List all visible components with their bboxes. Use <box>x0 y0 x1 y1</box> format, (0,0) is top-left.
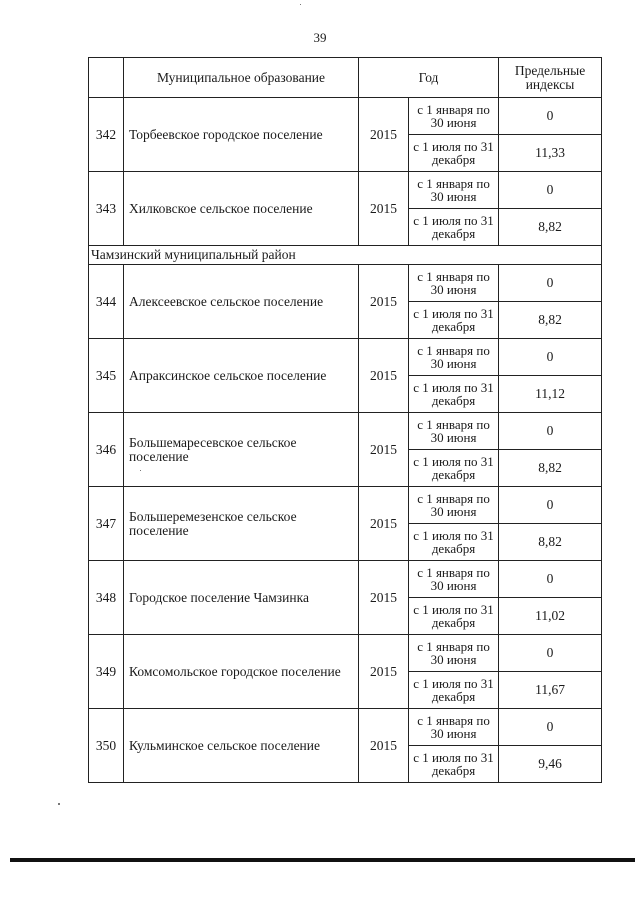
period-cell: с 1 января по 30 июня <box>409 635 499 672</box>
period-cell: с 1 января по 30 июня <box>409 487 499 524</box>
indices-table <box>88 57 602 783</box>
index-value: 11,02 <box>499 598 602 635</box>
section-row <box>89 246 602 265</box>
period-cell: с 1 января по 30 июня <box>409 339 499 376</box>
index-value: 0 <box>499 98 602 135</box>
period-cell: с 1 июля по 31 декабря <box>409 450 499 487</box>
index-value: 11,33 <box>499 135 602 172</box>
index-value: 8,82 <box>499 302 602 339</box>
period-cell: с 1 июля по 31 декабря <box>409 209 499 246</box>
header-year: Год <box>359 58 499 98</box>
scan-speck <box>140 470 141 471</box>
scan-speck <box>58 803 60 805</box>
municipality-name: Городское поселение Чамзинка <box>124 561 359 635</box>
municipality-name: Комсомольское городское поселение <box>124 635 359 709</box>
year-cell: 2015 <box>359 172 409 246</box>
table-row <box>89 98 602 135</box>
year-cell: 2015 <box>359 487 409 561</box>
row-number: 345 <box>89 339 124 413</box>
row-number: 347 <box>89 487 124 561</box>
municipality-name: Апраксинское сельское поселение <box>124 339 359 413</box>
period-cell: с 1 июля по 31 декабря <box>409 598 499 635</box>
index-value: 0 <box>499 487 602 524</box>
index-value: 0 <box>499 413 602 450</box>
index-value: 0 <box>499 265 602 302</box>
bottom-rule <box>10 858 635 862</box>
table-section <box>89 246 602 265</box>
year-cell: 2015 <box>359 709 409 783</box>
row-number: 346 <box>89 413 124 487</box>
table-row <box>89 709 602 746</box>
index-value: 11,67 <box>499 672 602 709</box>
row-number: 350 <box>89 709 124 783</box>
year-cell: 2015 <box>359 339 409 413</box>
page-number: 39 <box>313 30 327 45</box>
period-cell: с 1 января по 30 июня <box>409 265 499 302</box>
table-row <box>89 635 602 672</box>
index-value: 0 <box>499 635 602 672</box>
header-number <box>89 58 124 98</box>
period-cell: с 1 июля по 31 декабря <box>409 376 499 413</box>
municipality-name: Большемаресевское сельское поселение <box>124 413 359 487</box>
index-value: 0 <box>499 339 602 376</box>
year-cell: 2015 <box>359 265 409 339</box>
period-cell: с 1 июля по 31 декабря <box>409 135 499 172</box>
period-cell: с 1 января по 30 июня <box>409 561 499 598</box>
table-header-row <box>89 58 602 98</box>
index-value: 0 <box>499 561 602 598</box>
period-cell: с 1 июля по 31 декабря <box>409 524 499 561</box>
index-value: 9,46 <box>499 746 602 783</box>
period-cell: с 1 июля по 31 декабря <box>409 302 499 339</box>
municipality-name: Торбеевское городское поселение <box>124 98 359 172</box>
row-number: 342 <box>89 98 124 172</box>
scan-speck <box>300 4 301 5</box>
period-cell: с 1 июля по 31 декабря <box>409 746 499 783</box>
year-cell: 2015 <box>359 413 409 487</box>
municipality-name: Алексеевское сельское поселение <box>124 265 359 339</box>
period-cell: с 1 января по 30 июня <box>409 172 499 209</box>
row-number: 344 <box>89 265 124 339</box>
municipality-name: Кульминское сельское поселение <box>124 709 359 783</box>
period-cell: с 1 января по 30 июня <box>409 98 499 135</box>
index-value: 11,12 <box>499 376 602 413</box>
table-row <box>89 265 602 302</box>
header-index: Предельные индексы <box>499 58 602 98</box>
municipality-name: Большеремезенское сельское поселение <box>124 487 359 561</box>
year-cell: 2015 <box>359 561 409 635</box>
index-value: 0 <box>499 172 602 209</box>
index-value: 8,82 <box>499 524 602 561</box>
index-value: 0 <box>499 709 602 746</box>
section-title: Чамзинский муниципальный район <box>89 246 602 265</box>
index-value: 8,82 <box>499 450 602 487</box>
table-row <box>89 172 602 209</box>
row-number: 348 <box>89 561 124 635</box>
row-number: 349 <box>89 635 124 709</box>
period-cell: с 1 июля по 31 декабря <box>409 672 499 709</box>
year-cell: 2015 <box>359 635 409 709</box>
table-row <box>89 487 602 524</box>
row-number: 343 <box>89 172 124 246</box>
year-cell: 2015 <box>359 98 409 172</box>
municipality-name: Хилковское сельское поселение <box>124 172 359 246</box>
table-body-after-section <box>89 265 602 783</box>
period-cell: с 1 января по 30 июня <box>409 709 499 746</box>
period-cell: с 1 января по 30 июня <box>409 413 499 450</box>
index-value: 8,82 <box>499 209 602 246</box>
header-municipality: Муниципальное образование <box>124 58 359 98</box>
table-row <box>89 413 602 450</box>
table-body-before-section <box>89 98 602 246</box>
table-row <box>89 339 602 376</box>
table-row <box>89 561 602 598</box>
